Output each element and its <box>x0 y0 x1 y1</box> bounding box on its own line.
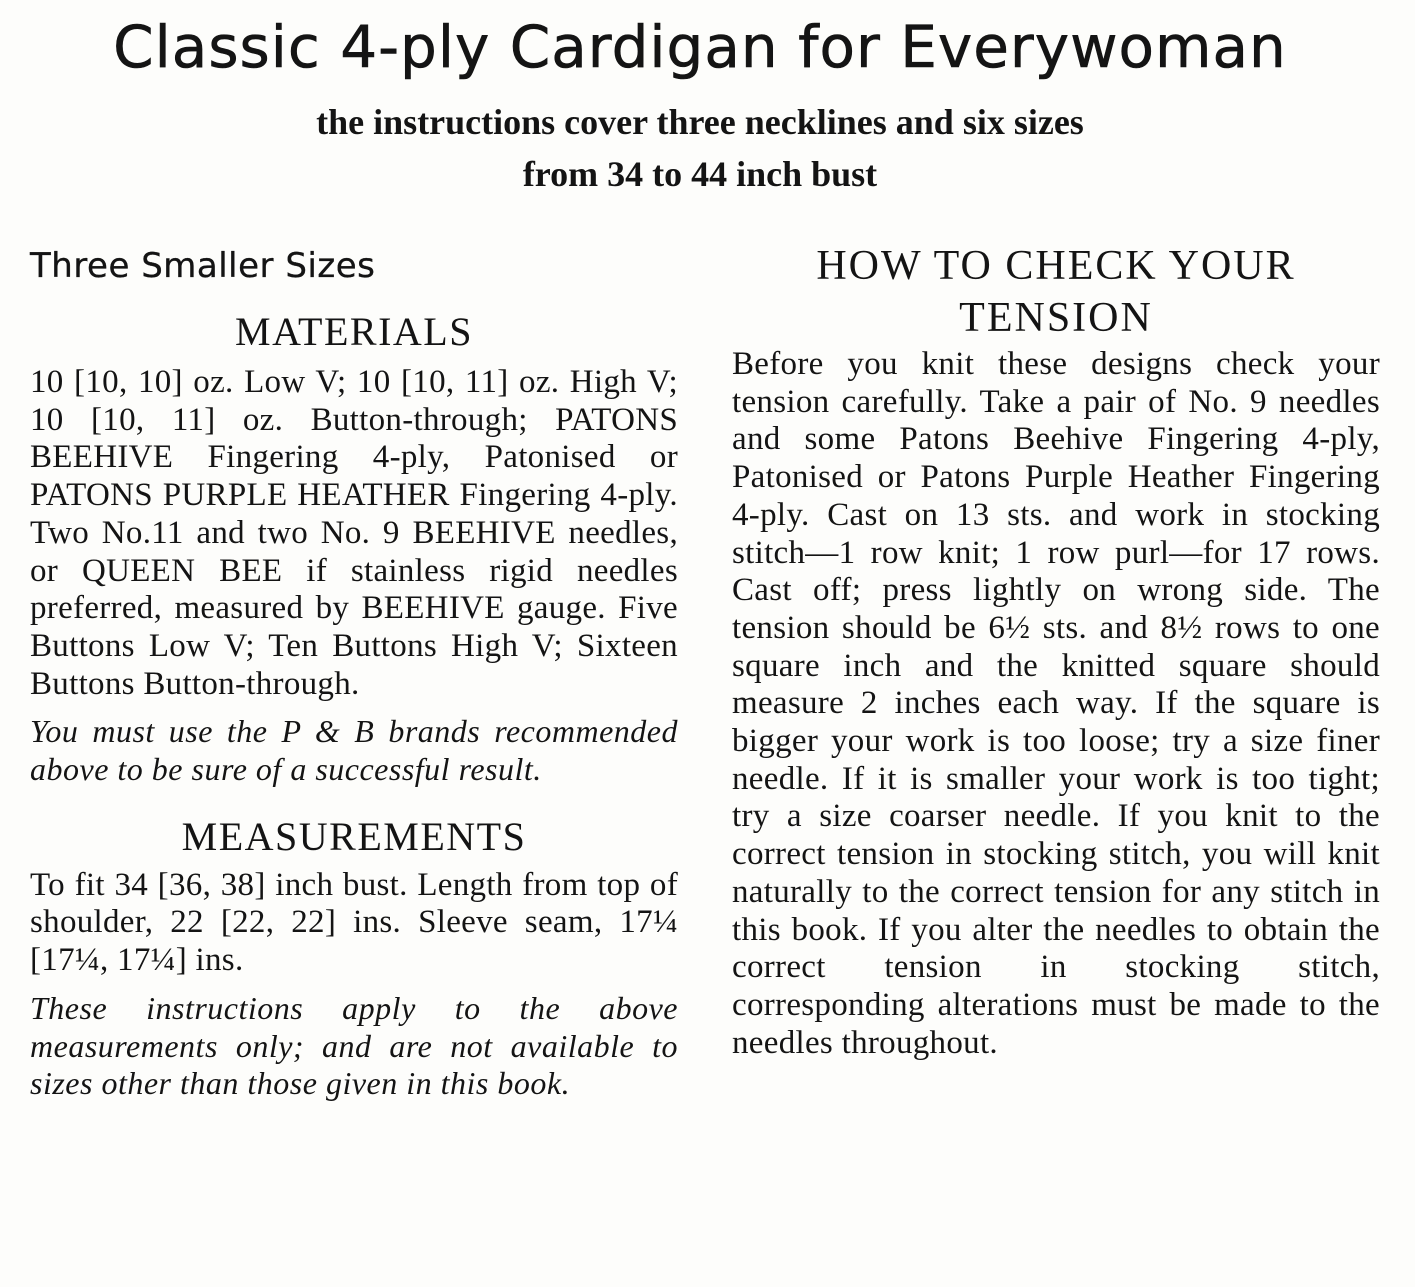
page-subtitle <box>0 96 1400 200</box>
tension-heading-line-1: HOW TO CHECK YOUR <box>816 243 1296 289</box>
measurements-text: To fit 34 [36, 38] inch bust. Length from top of shoulder, 22 [22, 22] ins. Sleeve seam, 17¼ [17¼, 17¼] ins. <box>30 866 678 979</box>
materials-heading: MATERIALS <box>235 309 473 354</box>
left-column <box>30 240 678 1103</box>
tension-text: Before you knit these designs check your tension carefully. Take a pair of No. 9 needles and some Patons Beehive Fingering 4-ply, Patonised or Patons Purple Heather Fingering 4-ply. Cast on 13 sts. and work in stocking stitch—1 row knit; 1 row purl—for 17 rows. Cast off; press lightly on wrong side. The tension should be 6½ sts. and 8½ rows to one square inch and the knitted square should measure 2 inches each way. If the square is bigger your work is too loose; try a size finer needle. If it is smaller your work is too tight; try a size coarser needle. If you knit to the correct tension in stocking stitch, you will knit naturally to the correct tension for any stitch in this book. If you alter the needles to obtain the correct tension in stocking stitch, corresponding alterations must be made to the needles throughout. <box>732 346 1380 1061</box>
tension-heading-line-2: TENSION <box>959 295 1153 341</box>
materials-note: You must use the P & B brands recommended above to be sure of a successful result. <box>30 713 678 788</box>
measurements-note: These instructions apply to the above measurements only; and are not available to sizes other than those given in this book. <box>30 989 678 1102</box>
subtitle-line-1: the instructions cover three necklines and six sizes <box>316 102 1084 142</box>
page-title: Classic 4-ply Cardigan for Everywoman <box>113 13 1287 81</box>
subtitle-line-2: from 34 to 44 inch bust <box>522 154 878 194</box>
measurements-heading: MEASUREMENTS <box>181 813 527 859</box>
materials-text: 10 [10, 10] oz. Low V; 10 [10, 11] oz. High V; 10 [10, 11] oz. Button-through; PATONS BEEHIVE Fingering 4-ply, Patonised or PATONS PURPLE HEATHER Fingering 4-ply. Two No.11 and two No. 9 BEEHIVE needles, or QUEEN BEE if stainless rigid needles preferred, measured by BEEHIVE gauge. Five Buttons Low V; Ten Buttons High V; Sixteen Buttons Button-through. <box>30 364 678 702</box>
right-column <box>732 240 1380 1062</box>
measurements-section <box>30 811 678 1103</box>
materials-section <box>30 306 678 789</box>
sizes-heading: Three Smaller Sizes <box>30 246 376 286</box>
tension-heading <box>732 240 1380 344</box>
